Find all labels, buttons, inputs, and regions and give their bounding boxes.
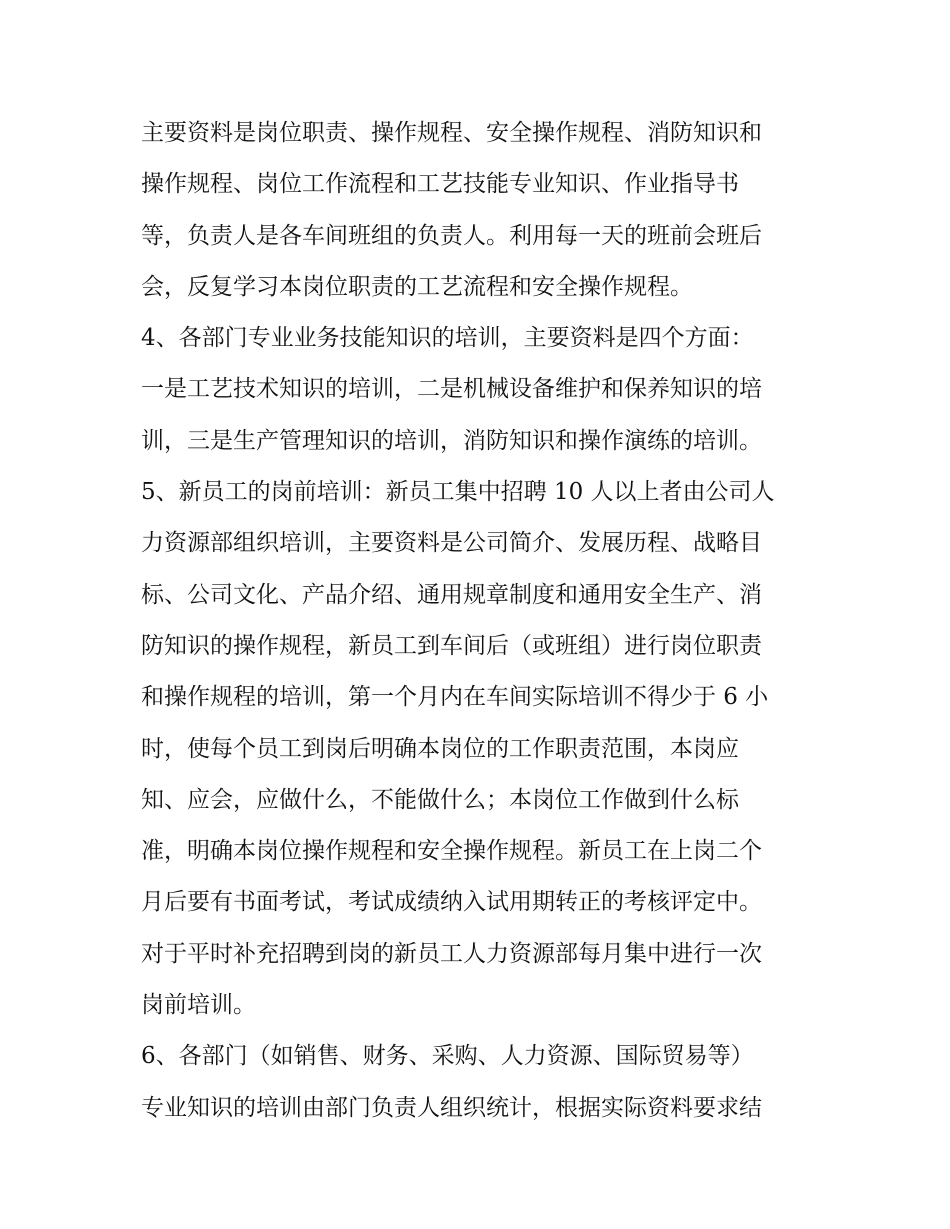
text-line: 岗前培训。 — [141, 992, 256, 1019]
text-line: 防知识的操作规程，新员工到车间后（或班组）进行岗位职责 — [141, 632, 762, 659]
text-line: 主要资料是岗位职责、操作规程、安全操作规程、消防知识和 — [141, 120, 762, 146]
text-line: 和操作规程的培训，第一个月内在车间实际培训不得少于 6 小 — [141, 684, 769, 711]
text-line: 等，负责人是各车间班组的负责人。利用每一天的班前会班后 — [141, 222, 762, 249]
text-line: 标、公司文化、产品介绍、通用规章制度和通用安全生产、消 — [141, 581, 762, 608]
document-body — [141, 108, 841, 1134]
text-line: 准，明确本岗位操作规程和安全操作规程。新员工在上岗二个 — [141, 838, 762, 865]
text-line: 一是工艺技术知识的培训，二是机械设备维护和保养知识的培 — [141, 376, 762, 403]
text-line: 5、新员工的岗前培训：新员工集中招聘 10 人以上者由公司人 — [141, 479, 775, 506]
text-line: 月后要有书面考试，考试成绩纳入试用期转正的考核评定中。 — [141, 889, 762, 916]
text-line: 训，三是生产管理知识的培训，消防知识和操作演练的培训。 — [141, 427, 762, 454]
text-line: 对于平时补充招聘到岗的新员工人力资源部每月集中进行一次 — [141, 940, 762, 967]
text-line: 力资源部组织培训，主要资料是公司简介、发展历程、战略目 — [141, 530, 762, 557]
text-line: 专业知识的培训由部门负责人组织统计，根据实际资料要求结 — [141, 1094, 762, 1121]
text-line: 会，反复学习本岗位职责的工艺流程和安全操作规程。 — [141, 273, 693, 300]
text-line: 6、各部门（如销售、财务、采购、人力资源、国际贸易等） — [141, 1043, 754, 1070]
text-line: 知、应会，应做什么，不能做什么；本岗位工作做到什么标 — [141, 786, 739, 813]
text-line: 操作规程、岗位工作流程和工艺技能专业知识、作业指导书 — [141, 171, 739, 198]
text-line: 4、各部门专业业务技能知识的培训，主要资料是四个方面： — [141, 325, 754, 352]
text-line: 时，使每个员工到岗后明确本岗位的工作职责范围，本岗应 — [141, 735, 739, 762]
